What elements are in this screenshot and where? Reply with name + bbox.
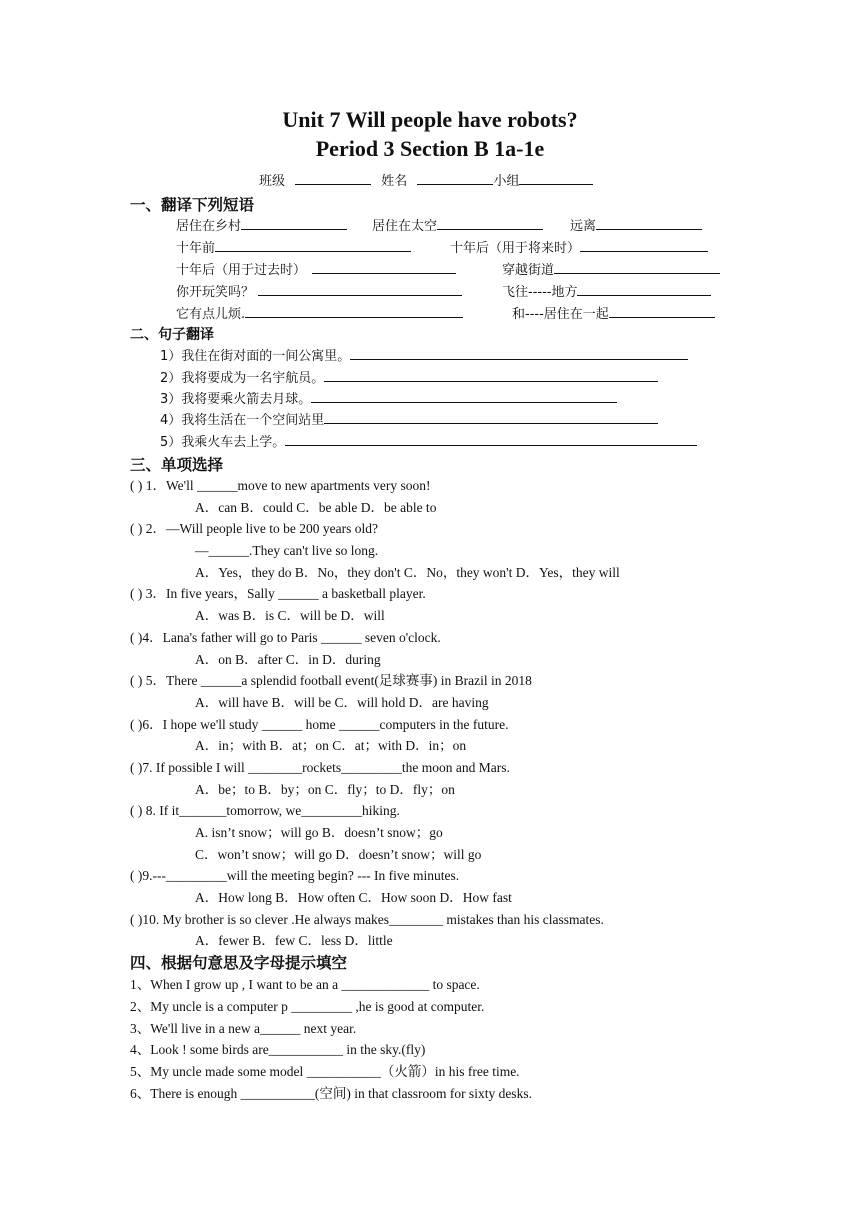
fill-blank-line: 5、My uncle made some model ___________（火箭）in his free time. (130, 1064, 520, 1079)
question-line: —______.They can't live so long. (195, 543, 379, 558)
phrase-item: 它有点儿烦. (176, 305, 463, 323)
options-line: A．will have B．will be C．will hold D．are having (195, 695, 489, 710)
class-blank (295, 172, 371, 185)
section2-heading: 二、句子翻译 (130, 327, 214, 343)
question-line: ( ) 8. If it_______tomorrow, we_________hiking. (130, 803, 400, 818)
phrase-item: 穿越街道 (502, 261, 720, 279)
worksheet-subtitle: Period 3 Section B 1a-1e (315, 136, 545, 161)
fill-blank-line: 4、Look ! some birds are___________ in the sky.(fly) (130, 1042, 426, 1057)
sentence-item: 5）我乘火车去上学。 (160, 433, 697, 451)
fill-blank-line: 6、There is enough ___________(空间) in that classroom for sixty desks. (130, 1086, 532, 1101)
sentence-item: 4）我将生活在一个空间站里 (160, 411, 658, 429)
question-line: ( ) 1．We'll ______move to new apartments very soon! (130, 478, 431, 493)
worksheet-title: Unit 7 Will people have robots? (282, 107, 578, 132)
group-blank (519, 172, 593, 185)
options-line: A．be；to B．by；on C．fly；to D．fly；on (195, 782, 455, 797)
phrase-item: 和----居住在一起 (512, 305, 715, 323)
options-line: A．fewer B．few C．less D．little (195, 933, 393, 948)
question-line: ( )4．Lana's father will go to Paris ______ seven o'clock. (130, 630, 441, 645)
name-blank (417, 172, 493, 185)
phrase-item: 居住在乡村 (176, 217, 347, 235)
question-line: ( ) 5．There ______a splendid football event(足球赛事) in Brazil in 2018 (130, 673, 532, 688)
phrase-item: 十年前 (176, 239, 411, 257)
group-label: 小组 (493, 174, 520, 189)
options-line: A. isn’t snow；will go B．doesn’t snow；go (195, 825, 443, 840)
phrase-item: 远离 (570, 217, 702, 235)
question-line: ( )9.---_________will the meeting begin? --- In five minutes. (130, 868, 460, 883)
question-line: ( )10. My brother is so clever .He always makes________ mistakes than his classmates. (130, 912, 604, 927)
phrase-item: 十年后（用于将来时） (450, 239, 708, 257)
options-line: A．Yes，they do B．No，they don't C．No，they won't D．Yes，they will (195, 565, 620, 580)
fill-blank-line: 3、We'll live in a new a______ next year. (130, 1021, 357, 1036)
phrase-item: 十年后（用于过去时） (176, 261, 456, 279)
sentence-item: 2）我将要成为一名宇航员。 (160, 369, 658, 387)
student-info-row (259, 172, 593, 190)
options-line: C．won’t snow；will go D．doesn’t snow；will go (195, 847, 482, 862)
sentence-item: 3）我将要乘火箭去月球。 (160, 390, 617, 408)
options-line: A．How long B．How often C．How soon D．How fast (195, 890, 512, 905)
question-line: ( ) 2．—Will people live to be 200 years old? (130, 521, 379, 536)
fill-blank-line: 1、When I grow up , I want to be an a _____________ to space. (130, 977, 480, 992)
question-line: ( )6．I hope we'll study ______ home ______computers in the future. (130, 717, 509, 732)
options-line: A．can B．could C．be able D．be able to (195, 500, 437, 515)
name-label: 姓名 (381, 174, 408, 189)
fill-blank-line: 2、My uncle is a computer p _________ ,he is good at computer. (130, 999, 485, 1014)
section4-heading: 四、根据句意思及字母提示填空 (130, 954, 348, 972)
question-line: ( )7. If possible I will ________rockets_________the moon and Mars. (130, 760, 510, 775)
phrase-item: 居住在太空 (372, 217, 543, 235)
phrase-item: 飞往-----地方 (502, 283, 711, 301)
options-line: A．on B．after C．in D．during (195, 652, 381, 667)
question-line: ( ) 3．In five years，Sally ______ a basketball player. (130, 586, 426, 601)
options-line: A．in；with B．at；on C．at；with D．in；on (195, 738, 467, 753)
class-label: 班级 (259, 174, 286, 189)
phrase-item: 你开玩笑吗？ (176, 283, 462, 301)
sentence-item: 1）我住在街对面的一间公寓里。 (160, 347, 688, 365)
section3-heading: 三、单项选择 (130, 456, 224, 474)
section1-heading: 一、翻译下列短语 (130, 196, 255, 214)
options-line: A．was B．is C．will be D．will (195, 608, 385, 623)
